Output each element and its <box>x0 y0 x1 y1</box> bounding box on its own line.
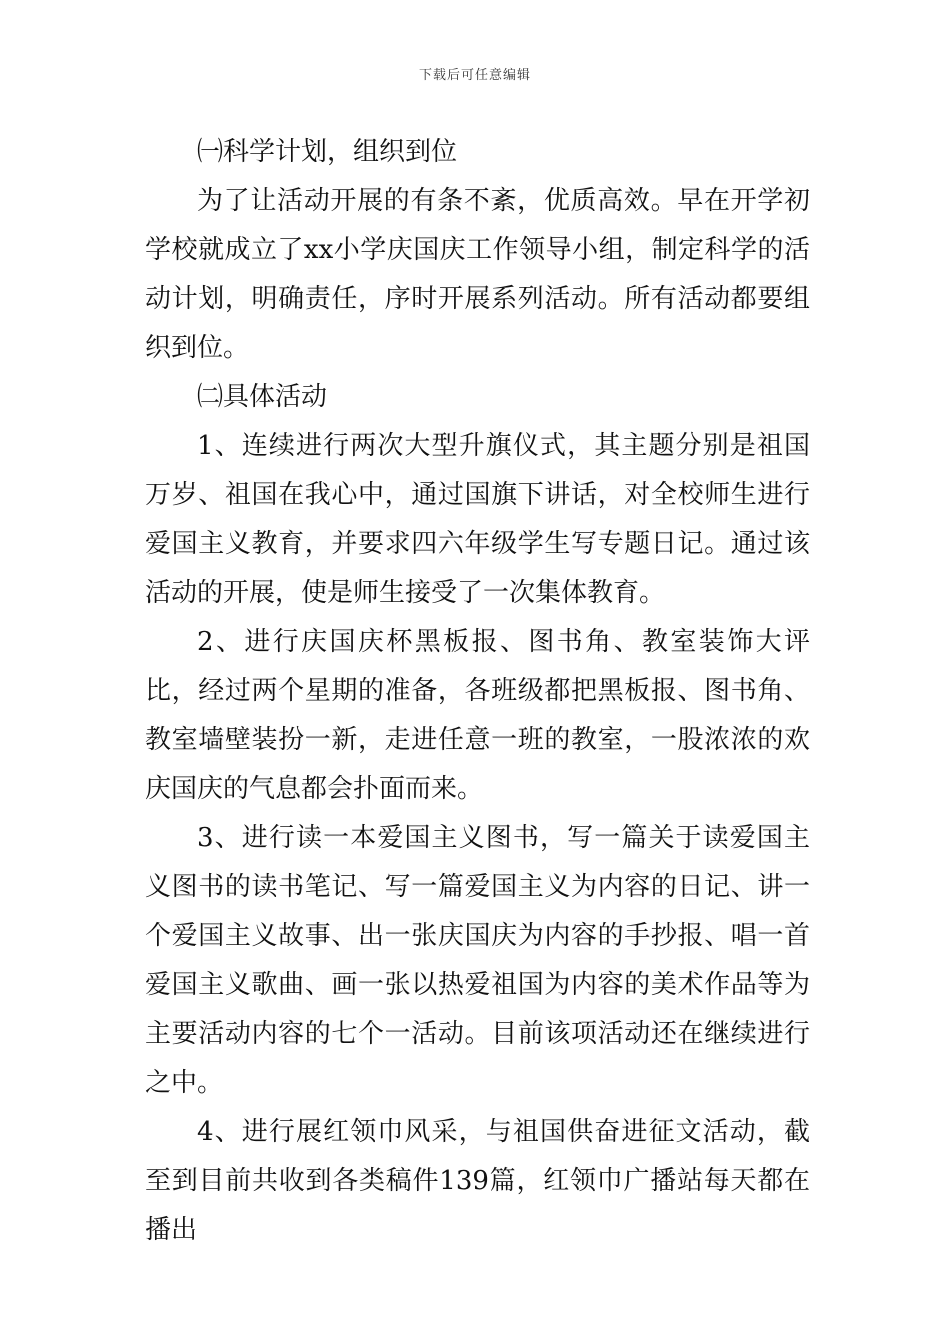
paragraph-item-4: 4、进行展红领巾风采，与祖国供奋进征文活动，截至到目前共收到各类稿件139篇，红领巾广播站每天都在播出 <box>145 1117 810 1245</box>
paragraph-item-1: 1、连续进行两次大型升旗仪式，其主题分别是祖国万岁、祖国在我心中，通过国旗下讲话，对全校师生进行爱国主义教育，并要求四六年级学生写专题日记。通过该活动的开展，使是师生接受了一次集体教育。 <box>145 431 810 608</box>
section-heading-2: ㈡具体活动 <box>197 382 328 412</box>
paragraph-item-3: 3、进行读一本爱国主义图书，写一篇关于读爱国主义图书的读书笔记、写一篇爱国主义为内容的日记、讲一个爱国主义故事、出一张庆国庆为内容的手抄报、唱一首爱国主义歌曲、画一张以热爱祖国为内容的美术作品等为主要活动内容的七个一活动。目前该项活动还在继续进行之中。 <box>145 823 810 1098</box>
paragraph-intro: 为了让活动开展的有条不紊，优质高效。早在开学初学校就成立了xx小学庆国庆工作领导小组，制定科学的活动计划，明确责任，序时开展系列活动。所有活动都要组织到位。 <box>145 186 810 363</box>
document-body <box>145 128 810 1255</box>
section-heading-1: ㈠科学计划，组织到位 <box>197 137 458 167</box>
page-header: 下载后可任意编辑 <box>418 68 531 83</box>
paragraph-item-2: 2、进行庆国庆杯黑板报、图书角、教室装饰大评比，经过两个星期的准备，各班级都把黑板报、图书角、教室墙壁装扮一新，走进任意一班的教室，一股浓浓的欢庆国庆的气息都会扑面而来。 <box>145 627 810 804</box>
